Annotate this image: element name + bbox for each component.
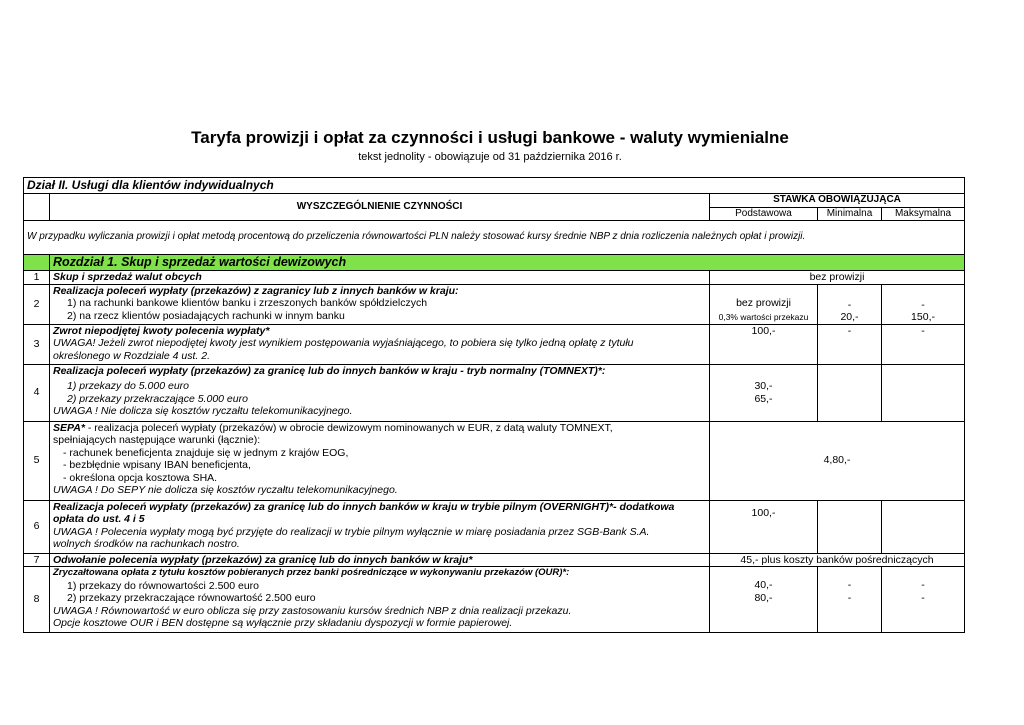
max-rate-value: -	[921, 591, 925, 604]
row-number: 1	[24, 271, 50, 285]
row-line: wolnych środków na rachunkach nostro.	[53, 538, 240, 550]
table-row	[24, 364, 965, 421]
row-number: 6	[24, 500, 50, 553]
column-header-no	[24, 194, 50, 221]
column-header-description: WYSZCZEGÓLNIENIE CZYNNOŚCI	[50, 194, 710, 221]
table-row	[24, 284, 965, 324]
column-header-rate: STAWKA OBOWIĄZUJĄCA	[710, 194, 965, 208]
column-header-min: Minimalna	[818, 207, 882, 221]
max-rate-value: -	[921, 579, 925, 591]
row-description	[50, 500, 710, 553]
row-line: UWAGA ! Do SEPY nie dolicza się kosztów ryczałtu telekomunikacyjnego.	[53, 484, 398, 496]
rate-value: 4,80,-	[710, 421, 965, 500]
basic-rate-value: 65,-	[754, 392, 773, 405]
tariff-table	[23, 177, 965, 633]
row-line: 1) przekazy do równowartości 2.500 euro	[67, 579, 260, 592]
row-title: Zwrot niepodjętej kwoty polecenia wypłaty*	[53, 324, 270, 337]
row-number: 7	[24, 553, 50, 567]
row-number: 4	[24, 364, 50, 421]
row-line: UWAGA ! Polecenia wypłaty mogą być przyjęte do realizacji w trybie pilnym wyłącznie w miarę posiadania przez SGB-Bank S.A.	[53, 525, 650, 538]
row-title: Skup i sprzedaż walut obcych	[50, 271, 710, 285]
basic-rate-value: 30,-	[754, 380, 773, 392]
basic-rate-cell	[710, 567, 818, 633]
row-line: - określona opcja kosztowa SHA.	[63, 471, 218, 484]
row-line: spełniających następujące warunki (łącznie):	[53, 434, 261, 446]
row-title: Realizacja poleceń wypłaty (przekazów) za granicę lub do innych banków w kraju - tryb normalny (TOMNEXT)*:	[53, 364, 606, 377]
min-rate-value: -	[847, 591, 852, 604]
basic-rate-cell	[710, 364, 818, 421]
page-title: Taryfa prowizji i opłat za czynności i usługi bankowe - waluty wymienialne	[191, 128, 789, 147]
table-row	[24, 271, 965, 285]
table-row	[24, 324, 965, 364]
max-rate-value: 150,-	[911, 311, 935, 323]
min-rate-value: 20,-	[840, 311, 859, 323]
row-description	[50, 364, 710, 421]
rate-value: bez prowizji	[710, 271, 965, 285]
max-rate-cell	[882, 284, 965, 324]
max-rate-cell	[882, 567, 965, 633]
row-description	[50, 421, 710, 500]
min-rate-cell	[818, 500, 882, 553]
row-line: 1) przekazy do 5.000 euro	[67, 380, 189, 392]
row-line: określonego w Rozdziale 4 ust. 2.	[53, 349, 211, 362]
row-line: - bezbłędnie wpisany IBAN beneficjenta,	[63, 459, 251, 471]
row-description	[50, 284, 710, 324]
basic-rate-value: 80,-	[754, 591, 773, 604]
row-line: - rachunek beneficjenta znajduje się w jednym z krajów EOG,	[63, 446, 349, 459]
row-number: 5	[24, 421, 50, 500]
max-rate-cell	[882, 500, 965, 553]
row-description	[50, 324, 710, 364]
basic-rate-value: bez prowizji	[736, 296, 791, 309]
row-number: 2	[24, 284, 50, 324]
chapter-row	[24, 255, 965, 271]
row-line: Opcje kosztowe OUR i BEN dostępne są wyłącznie przy składaniu dyspozycji w formie papierowej.	[53, 617, 513, 629]
min-rate-value: -	[847, 579, 852, 591]
max-rate-value: -	[882, 324, 965, 364]
row-line: 2) przekazy przekraczające 5.000 euro	[67, 392, 248, 405]
row-title-rest: - realizacja poleceń wypłaty (przekazów) w obrocie dewizowym nominowanych w EUR, z datą waluty TOMNEXT,	[84, 421, 613, 434]
row-title: Realizacja poleceń wypłaty (przekazów) z zagranicy lub z innych banków w kraju:	[53, 284, 459, 297]
column-header-row	[24, 194, 965, 208]
min-rate-cell	[818, 567, 882, 633]
table-row	[24, 553, 965, 567]
basic-rate-value: 100,-	[710, 324, 818, 364]
row-title: Realizacja poleceń wypłaty (przekazów) za granicę lub do innych banków w kraju w trybie pilnym (OVERNIGHT)*- dodatkowa	[53, 500, 675, 513]
min-rate-cell	[818, 364, 882, 421]
row-title: Odwołanie polecenia wypłaty (przekazów) za granicę lub do innych banków w kraju*	[50, 553, 710, 567]
chapter-title: Rozdział 1. Skup i sprzedaż wartości dewizowych	[50, 255, 965, 271]
max-rate-value: -	[921, 298, 925, 311]
row-number: 3	[24, 324, 50, 364]
rate-value: 45,- plus koszty banków pośredniczących	[710, 553, 965, 567]
min-rate-value: -	[847, 298, 852, 311]
row-line: 2) na rzecz klientów posiadających rachunki w innym banku	[67, 309, 345, 322]
row-line: UWAGA ! Równowartość w euro oblicza się przy zastosowaniu kursów średnich NBP z dnia realizacji przekazu.	[53, 604, 572, 617]
basic-rate-value: 40,-	[754, 579, 773, 591]
row-description	[50, 567, 710, 633]
section-header-row	[24, 178, 965, 194]
basic-rate-value: 0,3% wartości przekazu	[718, 312, 809, 322]
chapter-spacer	[24, 255, 50, 271]
section-title: Dział II. Usługi dla klientów indywidualnych	[24, 178, 965, 194]
column-header-max: Maksymalna	[882, 207, 965, 221]
table-row	[24, 567, 965, 633]
table-row	[24, 421, 965, 500]
basic-rate-value: 100,-	[710, 500, 818, 553]
max-rate-cell	[882, 364, 965, 421]
row-title: SEPA*	[53, 421, 85, 434]
row-line: UWAGA! Jeżeli zwrot niepodjętej kwoty jest wynikiem postępowania wyjaśniającego, to pobiera się tylko jedną opłatę z tytułu	[53, 337, 634, 349]
basic-rate-cell	[710, 284, 818, 324]
row-title: opłata do ust. 4 i 5	[53, 513, 145, 525]
row-title: Zryczałtowana opłata z tytułu kosztów pobieranych przez banki pośredniczące w wykonywaniu przekazów (OUR)*:	[53, 567, 570, 578]
row-number: 8	[24, 567, 50, 633]
column-header-basic: Podstawowa	[710, 207, 818, 221]
row-line: 1) na rachunki bankowe klientów banku i zrzeszonych banków spółdzielczych	[67, 297, 428, 309]
table-row	[24, 500, 965, 553]
min-rate-cell	[818, 284, 882, 324]
min-rate-value: -	[818, 324, 882, 364]
page-subtitle: tekst jednolity - obowiązuje od 31 października 2016 r.	[358, 151, 622, 163]
note-text: W przypadku wyliczania prowizji i opłat metodą procentową do przeliczenia równowartości PLN należy stosować kursy średnie NBP z dnia rozliczenia należnych opłat i prowizji.	[24, 221, 965, 255]
row-line: UWAGA ! Nie dolicza się kosztów ryczałtu telekomunikacyjnego.	[53, 405, 353, 417]
note-row	[24, 221, 965, 255]
row-line: 2) przekazy przekraczające równowartość 2.500 euro	[67, 592, 316, 604]
